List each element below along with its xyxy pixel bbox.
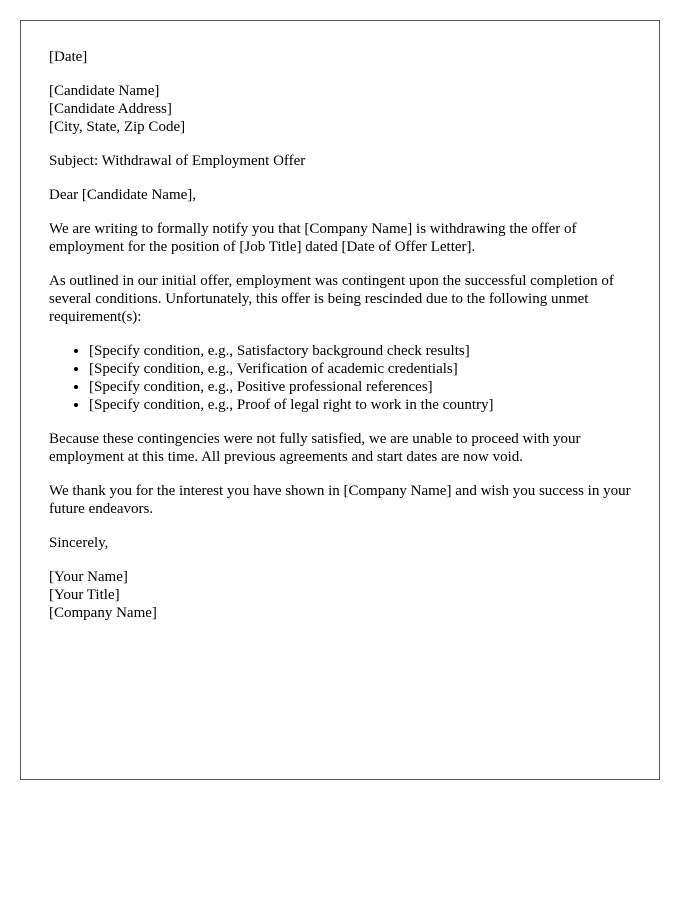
requirement-item: • [Specify condition, e.g., Proof of legal right to work in the country] — [89, 396, 631, 414]
letter-document — [20, 20, 660, 780]
letter-salutation: Dear [Candidate Name], — [49, 187, 197, 203]
unmet-requirements-list — [49, 342, 631, 414]
requirement-item: • [Specify condition, e.g., Positive professional references] — [89, 378, 631, 396]
signature-block — [49, 568, 631, 622]
requirement-item: • [Specify condition, e.g., Satisfactory background check results] — [89, 342, 631, 360]
signature-name: [Your Name] — [49, 569, 128, 585]
signature-title: [Your Title] — [49, 587, 120, 603]
paragraph-unable-to-proceed: Because these contingencies were not fully satisfied, we are unable to proceed with your employment at this time. All previous agreements and start dates are now void. — [49, 431, 581, 465]
recipient-city-line: [City, State, Zip Code] — [49, 119, 186, 135]
recipient-block — [49, 82, 631, 136]
letter-closing: Sincerely, — [49, 535, 109, 551]
signature-company: [Company Name] — [49, 605, 157, 621]
paragraph-thank-you: We thank you for the interest you have shown in [Company Name] and wish you success in your future endeavors. — [49, 483, 631, 517]
paragraph-withdrawal-notice: We are writing to formally notify you that [Company Name] is withdrawing the offer of employment for the position of [Job Title] dated [Date of Offer Letter]. — [49, 221, 577, 255]
requirement-item: • [Specify condition, e.g., Verification of academic credentials] — [89, 360, 631, 378]
letter-date: [Date] — [49, 49, 88, 65]
recipient-name: [Candidate Name] — [49, 83, 160, 99]
paragraph-contingency-explanation: As outlined in our initial offer, employment was contingent upon the successful completion of several conditions. Unfortunately, this offer is being rescinded due to the following unmet requirement(s): — [49, 273, 614, 325]
recipient-address: [Candidate Address] — [49, 101, 172, 117]
letter-subject: Subject: Withdrawal of Employment Offer — [49, 153, 306, 169]
